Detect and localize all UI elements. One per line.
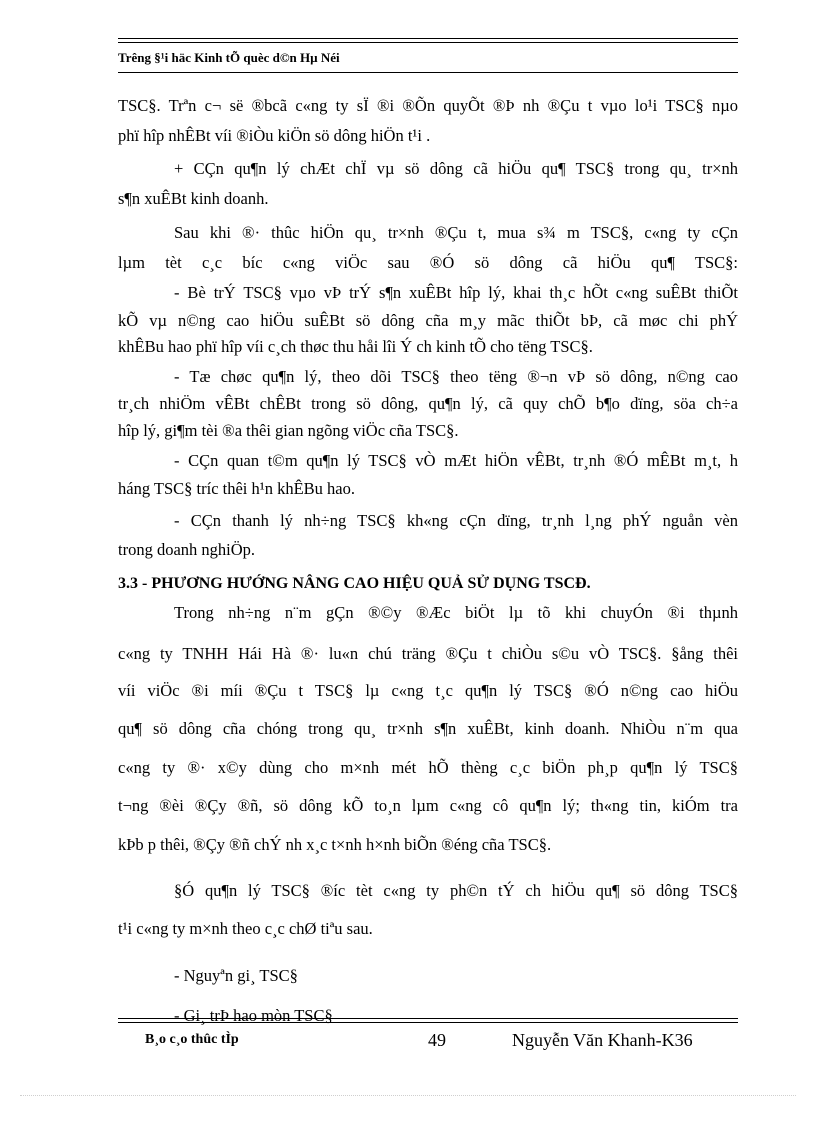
body-line: háng TSC§ tríc thêi h¹n khÊBu hao. (118, 479, 355, 498)
body-line: trong doanh nghiÖp. (118, 540, 256, 559)
section-line: t¬ng ®èi ®Çy ®ñ, sö dông kÕ to¸n lµm c«ng cô qu¶n lý; th«ng tin, kiÓm tra (118, 796, 738, 815)
footer-rule-top (118, 1018, 738, 1019)
body-line: TSC§. Trªn c¬ së ®bcã c«ng ty sÏ ®i ®Õn quyÕt ®Þ nh ®Çu t vµo lo¹i TSC§ nµo (118, 96, 738, 115)
body-line: + CÇn qu¶n lý chÆt chÏ vµ sö dông cã hiÖu qu¶ TSC§ trong qu¸ tr×nh (174, 159, 738, 178)
page-number: 49 (428, 1030, 446, 1050)
body-line: hîp lý, gi¶m tèi ®a thêi gian ngõng viÖc cña TSC§. (118, 421, 459, 440)
section-line: - Gi¸ trÞ hao mòn TSC§ (174, 1006, 333, 1025)
body-line: s¶n xuÊBt kinh doanh. (118, 189, 269, 208)
section-line: - Nguyªn gi¸ TSC§ (174, 966, 298, 985)
footer-report-label: B¸o c¸o thûc tÌp (145, 1032, 239, 1047)
header-rule-bottom (118, 42, 738, 43)
body-line: lµm tèt c¸c bíc c«ng viÖc sau ®Ó sö dông cã hiÖu qu¶ TSC§: (118, 253, 738, 272)
header-rule-under (118, 72, 738, 73)
section-line: kÞb p thêi, ®Çy ®ñ chÝ nh x¸c t×nh h×nh biÕn ®éng cña TSC§. (118, 835, 552, 854)
section-line: qu¶ sö dông cña chóng trong qu¸ tr×nh s¶n xuÊBt, kinh doanh. NhiÒu n¨m qua (118, 719, 738, 738)
header-rule-top (118, 38, 738, 39)
header-title: Trêng §¹i häc Kinh tÕ quèc d©n Hµ Néi (118, 50, 340, 65)
section-line: Trong nh÷ng n¨m gÇn ®©y ®Æc biÖt lµ tõ khi chuyÓn ®i thµnh (174, 603, 738, 622)
body-line: tr¸ch nhiÖm vÊBt chÊBt trong sö dông, qu¶n lý, cã quy chÕ b¶o dïng, söa ch÷a (118, 394, 738, 413)
body-line: khÊBu hao phï hîp víi c¸ch thøc thu håi lîi Ý ch kinh tÕ cho tëng TSC§. (118, 337, 593, 356)
body-line: - Bè trÝ TSC§ vµo vÞ trÝ s¶n xuÊBt hîp lý, khai th¸c hÕt c«ng suÊBt thiÕt (174, 283, 738, 302)
footer-rule-bottom (118, 1022, 738, 1023)
body-line: - CÇn thanh lý nh÷ng TSC§ kh«ng cÇn dïng, tr¸nh l¸ng phÝ nguån vèn (174, 511, 738, 530)
body-line: phï hîp nhÊBt víi ®iÒu kiÖn sö dông hiÖn t¹i . (118, 126, 431, 145)
section-line: c«ng ty TNHH Hái Hà ®· lu«n chú träng ®Çu t chiÒu s©u vÒ TSC§. §ång thêi (118, 644, 738, 663)
body-line: Sau khi ®· thûc hiÖn qu¸ tr×nh ®Çu t, mua s¾ m TSC§, c«ng ty cÇn (174, 223, 738, 242)
body-line: - CÇn quan t©m qu¶n lý TSC§ vÒ mÆt hiÖn vÊBt, tr¸nh ®Ó mÊBt m¸t, h (174, 451, 738, 470)
section-line: c«ng ty ®· x©y dùng cho m×nh mét hÕ thèng c¸c biÖn ph¸p qu¶n lý TSC§ (118, 758, 738, 777)
section-line: §Ó qu¶n lý TSC§ ®íc tèt c«ng ty ph©n tÝ ch hiÖu qu¶ sö dông TSC§ (174, 881, 738, 900)
section-heading: 3.3 - PHƯƠNG HƯỚNG NÂNG CAO HIỆU QUẢ SỬ DỤNG TSCĐ. (118, 575, 591, 592)
section-line: t¹i c«ng ty m×nh theo c¸c chØ tiªu sau. (118, 919, 373, 938)
body-line: - Tæ chøc qu¶n lý, theo dõi TSC§ theo tëng ®¬n vÞ sö dông, n©ng cao (174, 367, 738, 386)
page-bottom-divider (20, 1095, 796, 1096)
footer-author: Nguyễn Văn Khanh-K36 (512, 1030, 693, 1050)
body-line: kÕ vµ n©ng cao hiÖu suÊBt sö dông cña m¸y mãc thiÕt bÞ, cã møc chi phÝ (118, 311, 738, 330)
section-line: víi viÖc ®i míi ®Çu t TSC§ lµ c«ng t¸c qu¶n lý TSC§ ®Ó n©ng cao hiÖu (118, 681, 738, 700)
